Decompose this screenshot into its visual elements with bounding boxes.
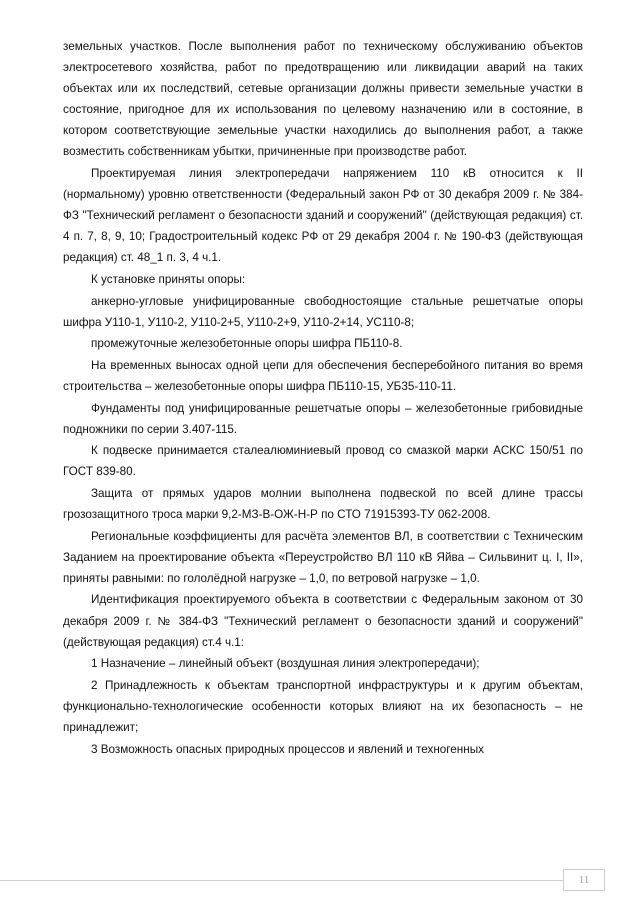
paragraph-4: анкерно-угловые унифицированные свободностоящие стальные решетчатые опоры шифра У110-1, У110-2, У110-2+5, У110-2+9, У110-2+14, УС110-8;	[63, 294, 583, 329]
paragraph-10: Региональные коэффициенты для расчёта элементов ВЛ, в соответствии с Техническим Заданием на проектирование объекта «Переустройство ВЛ 110 кВ Яйва – Сильвинит ц. I, II», приняты равными: по гололёдной нагрузке – 1,0, по ветровой нагрузке – 1,0.	[63, 529, 583, 585]
paragraph-2: Проектируемая линия электропередачи напряжением 110 кВ относится к II (нормальному) уровню ответственности (Федеральный закон РФ от 30 декабря 2009 г. № 384-ФЗ "Технический регламент о безопасности зданий и сооружений" (действующая редакция) ст. 4 п. 7, 8, 9, 10; Градостроительный кодекс РФ от 29 декабря 2004 г. № 190-ФЗ (действующая редакция) ст. 48_1 п. 3, 4 ч.1.	[63, 167, 583, 265]
paragraph-11: Идентификация проектируемого объекта в соответствии с Федеральным законом от 30 декабря 2009 г. № 384-ФЗ "Технический регламент о безопасности зданий и сооружений" (действующая редакция) ст.4 ч.1:	[63, 593, 583, 649]
paragraph-13: 2 Принадлежность к объектам транспортной инфраструктуры и к другим объектам, функционально-технологические особенности которых влияют на их безопасность – не принадлежит;	[63, 678, 583, 734]
paragraph-6: На временных выносах одной цепи для обеспечения бесперебойного питания во время строительства – железобетонные опоры шифра ПБ110-15, УБ35-110-11.	[63, 358, 583, 393]
paragraph-5: промежуточные железобетонные опоры шифра ПБ110-8.	[91, 337, 403, 351]
body-text	[63, 36, 583, 760]
footer-divider	[0, 880, 563, 881]
paragraph-1: земельных участков. После выполнения работ по техническому обслуживанию объектов электросетевого хозяйства, работ по предотвращению или ликвидации аварий на таких объектах или их последствий, сетевые организации должны привести земельные участки в состояние, пригодное для их использования по целевому назначению или в состояние, в котором соответствующие земельные участки находились до выполнения работ, а также возместить собственникам убытки, причиненные при производстве работ.	[63, 40, 583, 159]
paragraph-7: Фундаменты под унифицированные решетчатые опоры – железобетонные грибовидные подножники по серии 3.407-115.	[63, 401, 583, 436]
paragraph-3: К установке приняты опоры:	[91, 273, 246, 287]
paragraph-9: Защита от прямых ударов молнии выполнена подвеской по всей длине трассы грозозащитного троса марки 9,2-МЗ-В-ОЖ-Н-Р по СТО 71915393-ТУ 062-2008.	[63, 486, 583, 522]
paragraph-12: 1 Назначение – линейный объект (воздушная линия электропередачи);	[91, 657, 480, 671]
paragraph-14: 3 Возможность опасных природных процессов и явлений и техногенных	[91, 742, 484, 756]
page-number: 11	[563, 869, 605, 891]
paragraph-8: К подвеске принимается сталеалюминиевый провод со смазкой марки АСКС 150/51 по ГОСТ 839-80.	[63, 444, 583, 479]
